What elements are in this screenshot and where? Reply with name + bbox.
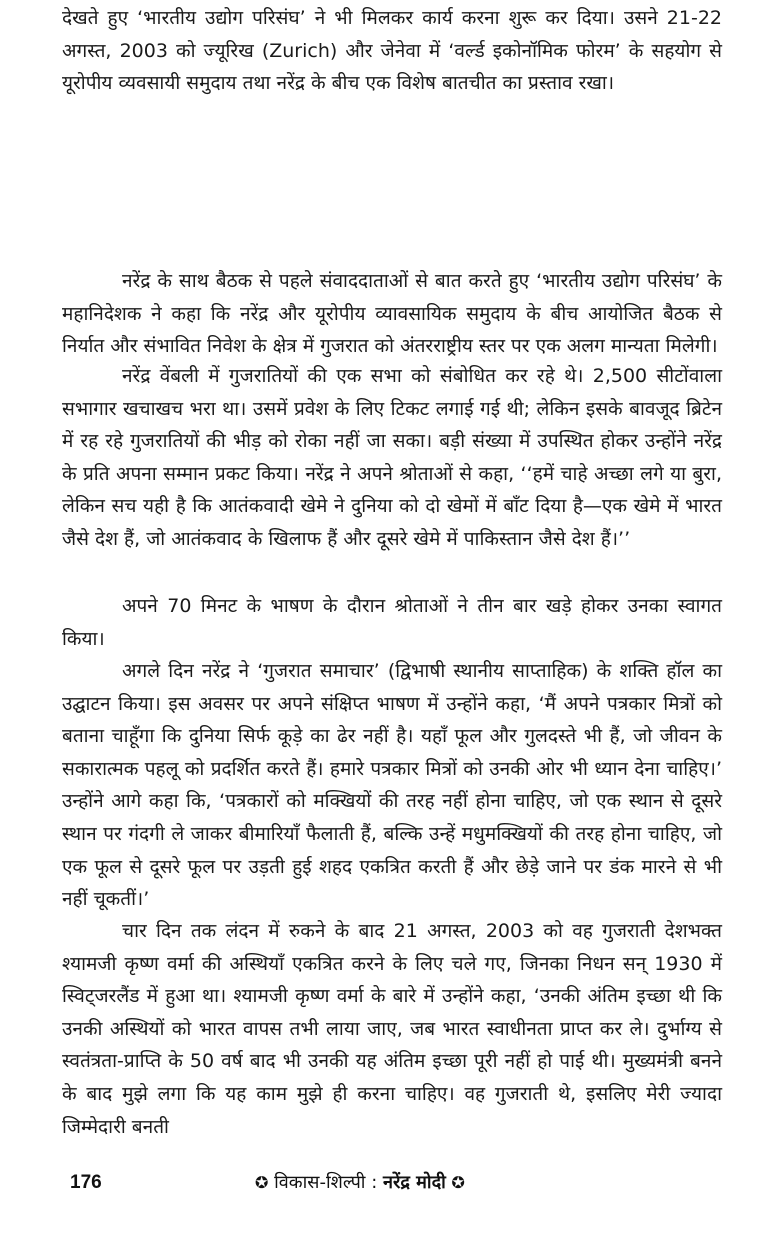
paragraph: नरेंद्र वेंबली में गुजरातियों की एक सभा को संबोधित कर रहे थे। 2,500 सीटोंवाला सभागार खचाखच भरा था। उसमें प्रवेश के लिए टिकट लगाई गई थी; लेकिन इसके बावजूद ब्रिटेन में रह रहे गुजरातियों की भीड़ को रोका नहीं जा सका। बड़ी संख्या में उपस्थित होकर उन्होंने नरेंद्र के प्रति अपना सम्मान प्रकट किया। नरेंद्र ने अपने श्रोताओं से कहा, ‘‘हमें चाहे अच्छा लगे या बुरा, लेकिन सच यही है कि आतंकवादी खेमे ने दुनिया को दो खेमों में बाँट दिया है—एक खेमे में भारत जैसे देश हैं, जो आतंकवाद के खिलाफ हैं और दूसरे खेमे में पाकिस्तान जैसे देश हैं।’’ [62, 365, 722, 550]
page-number: 176 [70, 1172, 102, 1193]
ornament-icon: ✪ [451, 1173, 465, 1192]
paragraph: चार दिन तक लंदन में रुकने के बाद 21 अगस्त, 2003 को वह गुजराती देशभक्त श्यामजी कृष्ण वर्मा की अस्थियाँ एकत्रित करने के लिए चले गए, जिनका निधन सन् 1930 में स्विट्जरलैंड में हुआ था। श्यामजी कृष्ण वर्मा के बारे में उन्होंने कहा, ‘उनकी अंतिम इच्छा थी कि उनकी अस्थियों को भारत वापस तभी लाया जाए, जब भारत स्वाधीनता प्राप्त कर ले। दुर्भाग्य से स्वतंत्रता-प्राप्ति के 50 वर्ष बाद भी उनकी यह अंतिम इच्छा पूरी नहीं हो पाई थी। मुख्यमंत्री बनने के बाद मुझे लगा कि यह काम मुझे ही करना चाहिए। वह गुजराती थे, इसलिए मेरी ज्यादा जिम्मेदारी बनती [62, 920, 722, 1138]
paragraph: अपने 70 मिनट के भाषण के दौरान श्रोताओं ने तीन बार खड़े होकर उनका स्वागत किया। [62, 595, 722, 650]
paragraph: अगले दिन नरेंद्र ने ‘गुजरात समाचार’ (द्विभाषी स्थानीय साप्ताहिक) के शक्ति हॉल का उद्घाटन किया। इस अवसर पर अपने संक्षिप्त भाषण में उन्होंने कहा, ‘मैं अपने पत्रकार मित्रों को बताना चाहूँगा कि दुनिया सिर्फ कूड़े का ढेर नहीं है। यहाँ फूल और गुलदस्ते भी हैं, जो जीवन के सकारात्मक पहलू को प्रदर्शित करते हैं। हमारे पत्रकार मित्रों को उनकी ओर भी ध्यान देना चाहिए।’ उन्होंने आगे कहा कि, ‘पत्रकारों को मक्खियों की तरह नहीं होना चाहिए, जो एक स्थान से दूसरे स्थान पर गंदगी ले जाकर बीमारियाँ फैलाती हैं, बल्कि उन्हें मधुमक्खियों की तरह होना चाहिए, जो एक फूल से दूसरे फूल पर उड़ती हुई शहद एकत्रित करती हैं और छेड़े जाने पर डंक मारने से भी नहीं चूकतीं।’ [62, 660, 722, 911]
book-title: विकास-शिल्पी : [274, 1172, 383, 1193]
paragraph: देखते हुए ‘भारतीय उद्योग परिसंघ’ ने भी मिलकर कार्य करना शुरू कर दिया। उसने 21-22 अगस्त, 2003 को ज्यूरिख (Zurich) और जेनेवा में ‘वर्ल्ड इकोनॉमिक फोरम’ के सहयोग से यूरोपीय व्यवसायी समुदाय तथा नरेंद्र के बीच एक विशेष बातचीत का प्रस्ताव रखा। [62, 7, 722, 95]
author-name: नरेंद्र मोदी [382, 1172, 446, 1193]
running-footer [255, 1170, 465, 1194]
ornament-icon: ✪ [255, 1173, 269, 1192]
paragraph: नरेंद्र के साथ बैठक से पहले संवाददाताओं से बात करते हुए ‘भारतीय उद्योग परिसंघ’ के महानिदेशक ने कहा कि नरेंद्र और यूरोपीय व्यावसायिक समुदाय के बीच आयोजित बैठक से निर्यात और संभावित निवेश के क्षेत्र में गुजरात को अंतरराष्ट्रीय स्तर पर एक अलग मान्यता मिलेगी। [62, 270, 722, 358]
